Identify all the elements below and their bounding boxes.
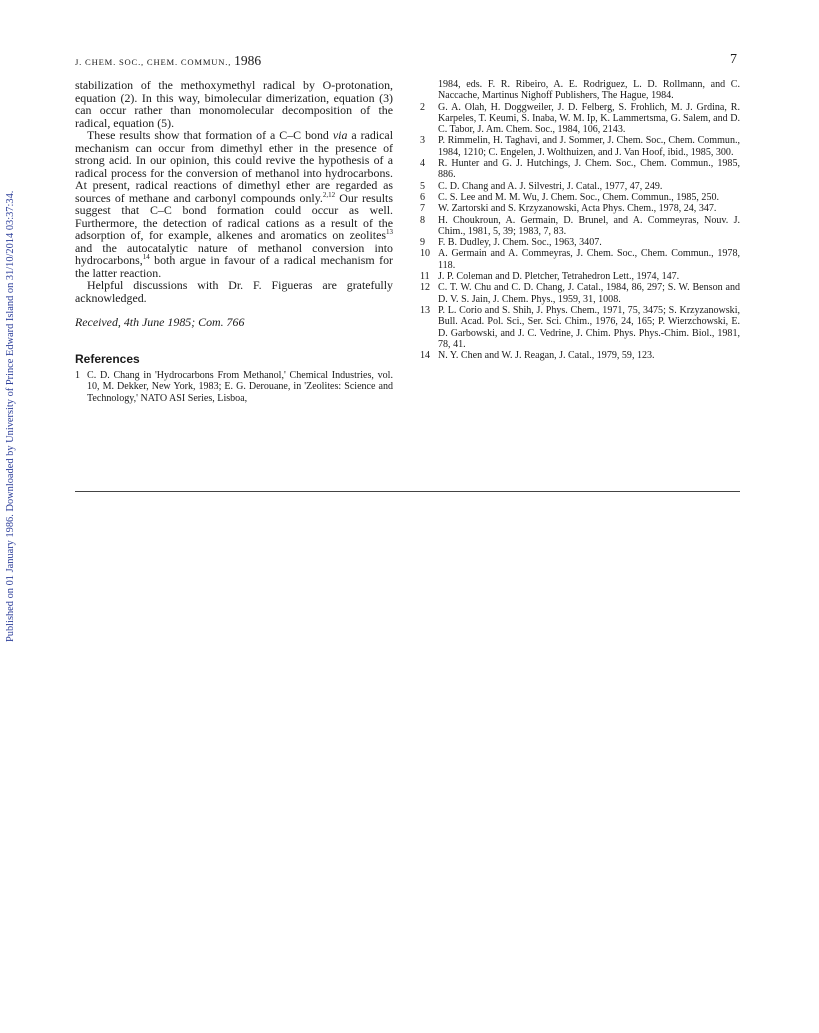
download-watermark [4, 172, 18, 642]
reference-item [420, 203, 740, 214]
reference-item [420, 102, 740, 136]
text-run: and the autocatalytic nature of methanol conversion into hydrocarbons, [75, 240, 393, 267]
journal-running-head [75, 53, 261, 69]
reference-item [420, 181, 740, 192]
citation-superscript: 2,12 [322, 190, 336, 199]
reference-item [420, 350, 740, 361]
text-run: both argue in favour of a radical mechanism for the latter reaction. [75, 253, 393, 280]
reference-text: W. Zartorski and S. Krzyzanowski, Acta Phys. Chem., 1978, 24, 347. [438, 203, 717, 215]
page-number: 7 [730, 52, 737, 67]
reference-item [420, 79, 740, 102]
reference-item [420, 237, 740, 248]
left-column [75, 79, 393, 404]
page-header [75, 52, 739, 70]
reference-text: A. Germain and A. Commeyras, J. Chem. Soc., Chem. Commun., 1978, 118. [438, 248, 740, 271]
reference-number: 9 [420, 237, 426, 249]
reference-text: H. Choukroun, A. Germain, D. Brunel, and A. Commeyras, Nouv. J. Chim., 1981, 5, 39; 1983, 7, 83. [438, 214, 740, 237]
reference-text: R. Hunter and G. J. Hutchings, J. Chem. Soc., Chem. Commun., 1985, 886. [438, 158, 740, 181]
reference-item [420, 192, 740, 203]
reference-list-right [420, 79, 740, 361]
journal-name: J. CHEM. SOC., CHEM. COMMUN., [75, 57, 232, 67]
received-line: Received, 4th June 1985; Com. 766 [75, 315, 245, 329]
reference-number: 4 [420, 158, 426, 170]
acknowledgement-paragraph: Helpful discussions with Dr. F. Figueras are gratefully acknowledged. [75, 278, 393, 305]
reference-item [75, 370, 393, 404]
reference-number: 12 [420, 282, 431, 294]
text-run: a radical mechanism can occur from dimethyl ether in the presence of strong acid. In our opinion, this could revive the hypothesis of a radical process for the conversion of methanol into hydrocarbons. At present, radical reactions of dimethyl ether are regarded as sources of methane and carbonyl compounds only. [75, 128, 393, 205]
reference-number: 13 [420, 304, 431, 316]
text-run-italic: via [332, 128, 348, 142]
body-paragraph: stabilization of the methoxymethyl radical by O-protonation, equation (2). In this way, bimolecular dimerization, equation (3) can occur rather than monomolecular decomposition of the radical, equation (5). [75, 78, 393, 130]
reference-number: 5 [420, 180, 426, 192]
reference-text: C. D. Chang and A. J. Silvestri, J. Catal., 1977, 47, 249. [438, 180, 663, 192]
reference-number: 2 [420, 101, 426, 113]
body-paragraph [75, 129, 393, 279]
reference-text: J. P. Coleman and D. Pletcher, Tetrahedron Lett., 1974, 147. [438, 271, 680, 283]
journal-year: 1986 [234, 53, 262, 68]
reference-number [420, 79, 438, 102]
reference-text: N. Y. Chen and W. J. Reagan, J. Catal., 1979, 59, 123. [438, 350, 655, 362]
reference-number: 10 [420, 248, 431, 260]
download-watermark-text: Published on 01 January 1986. Downloaded by University of Prince Edward Island on 31/10/2014 03:37:34. [5, 190, 16, 642]
reference-number: 3 [420, 135, 426, 147]
reference-item [420, 215, 740, 238]
reference-text: C. S. Lee and M. M. Wu, J. Chem. Soc., Chem. Commun., 1985, 250. [438, 191, 719, 203]
reference-text: P. Rimmelin, H. Taghavi, and J. Sommer, J. Chem. Soc., Chem. Commun., 1984, 1210; C. Engelen, J. Wolthuizen, and J. Van Hoof, ibid., 1985, 300. [438, 135, 740, 158]
reference-list-left [75, 370, 393, 404]
reference-item [420, 248, 740, 271]
citation-superscript: 13 [386, 228, 393, 237]
reference-text: G. A. Olah, H. Doggweiler, J. D. Felberg, S. Frohlich, M. J. Grdina, R. Karpeles, T. Keumi, S. Inaba, W. M. Ip, K. Lammertsma, G. Salem, and D. C. Tabor, J. Am. Chem. Soc., 1984, 106, 2143. [438, 101, 740, 136]
reference-number: 11 [420, 271, 430, 283]
reference-text: P. L. Corio and S. Shih, J. Phys. Chem., 1971, 75, 3475; S. Krzyzanowski, Bull. Acad. Pol. Sci., Ser. Sci. Chim., 1976, 24, 165; P. Wierzchowski, E. D. Garbowski, and J. C. Vedrine, J. Chim. Phys. Phys.-Chim. Biol., 1981, 78, 41. [438, 304, 740, 350]
reference-item [420, 158, 740, 181]
references-heading: References [75, 351, 140, 366]
reference-item [420, 305, 740, 350]
text-run: Our results suggest that C–C bond formation could occur as well. Furthermore, the detection of radical cations as a result of the adsorption of, for example, alkenes and aromatics on zeolites [75, 190, 393, 242]
citation-superscript: 14 [142, 253, 150, 262]
reference-item [420, 135, 740, 158]
reference-text: C. D. Chang in 'Hydrocarbons From Methanol,' Chemical Industries, vol. 10, M. Dekker, New York, 1983; E. G. Derouane, in 'Zeolites: Science and Technology,' NATO ASI Series, Lisboa, [87, 370, 393, 404]
footer-rule [75, 491, 740, 492]
reference-number: 8 [420, 214, 426, 226]
reference-text: C. T. W. Chu and C. D. Chang, J. Catal., 1984, 86, 297; S. W. Benson and D. V. S. Jain, J. Chem. Phys., 1959, 31, 1008. [438, 282, 740, 305]
text-run: These results show that formation of a C–C bond [87, 128, 333, 142]
reference-number: 6 [420, 191, 426, 203]
reference-number: 7 [420, 203, 426, 215]
reference-number: 1 [75, 370, 81, 381]
reference-text: F. B. Dudley, J. Chem. Soc., 1963, 3407. [438, 237, 602, 249]
reference-number: 14 [420, 350, 431, 362]
reference-text: 1984, eds. F. R. Ribeiro, A. E. Rodriguez, L. D. Rollmann, and C. Naccache, Martinus Nighoff Publishers, The Hague, 1984. [438, 79, 740, 102]
reference-item [420, 271, 740, 282]
reference-item [420, 282, 740, 305]
